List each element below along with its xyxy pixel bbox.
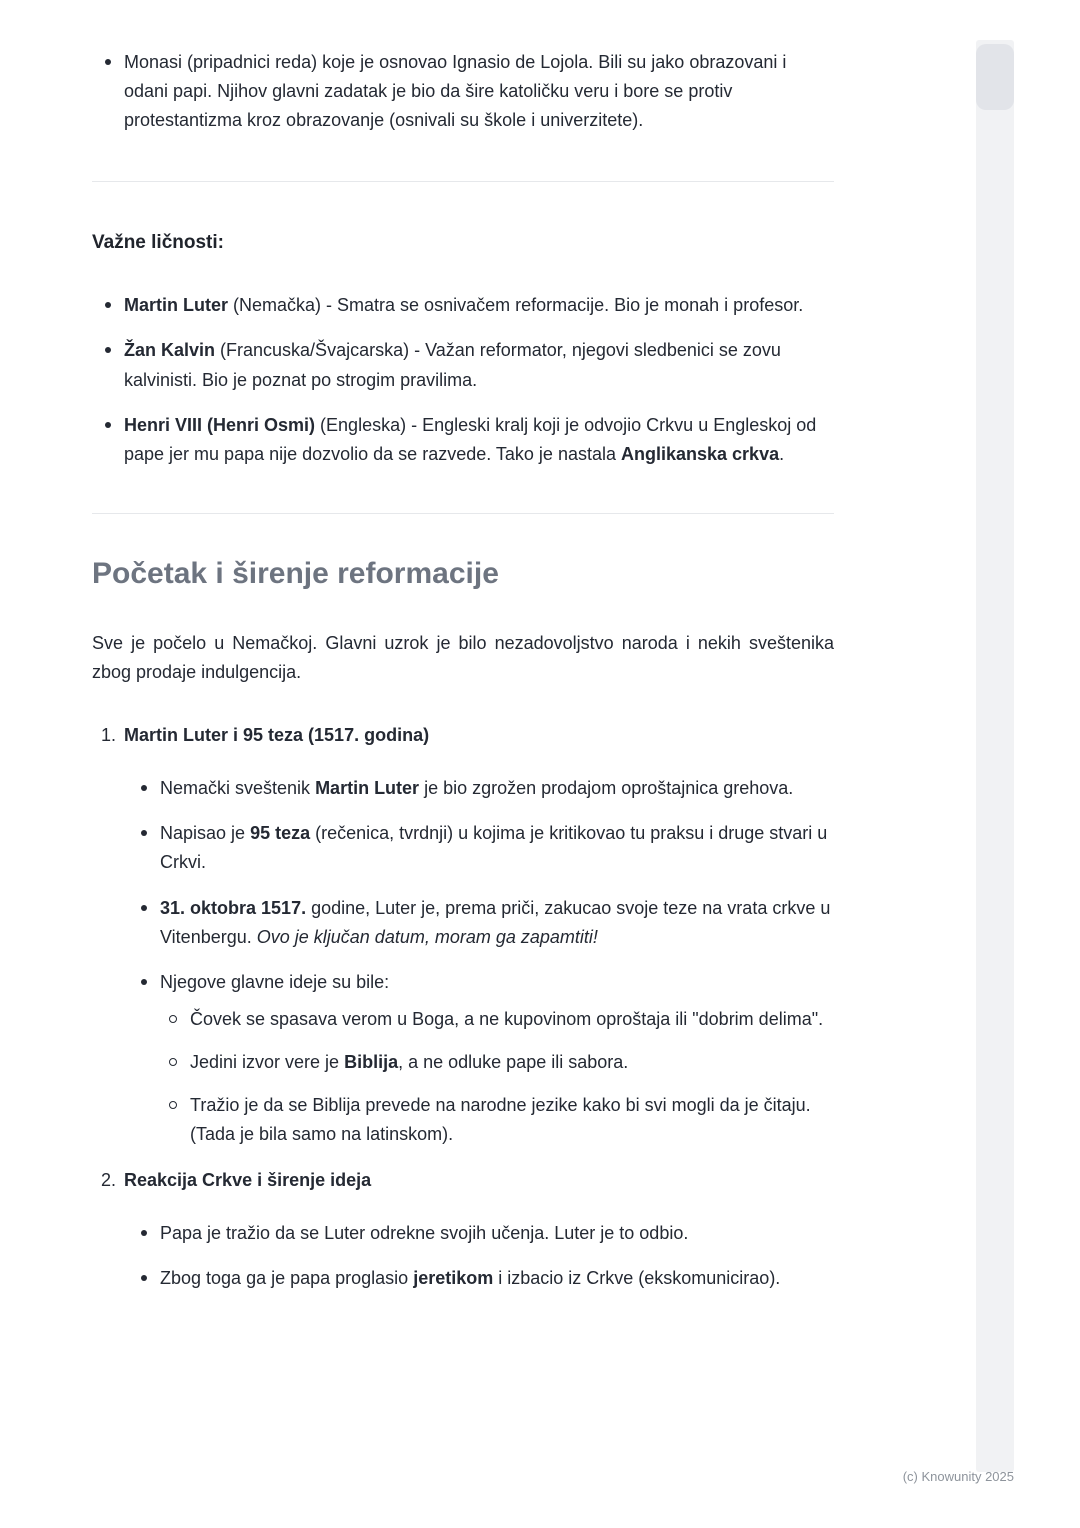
numbered-title: Martin Luter i 95 teza (1517. godina) [124, 724, 430, 745]
bullet-text: Žan Kalvin (Francuska/Švajcarska) - Važan reformator, njegovi sledbenici se zovu kalvinisti. Bio je poznat po strogim pravilima. [124, 340, 781, 390]
list-item [124, 48, 834, 135]
list-item [124, 336, 834, 394]
list-item [124, 291, 834, 320]
bullet-text: Martin Luter (Nemačka) - Smatra se osnivačem reformacije. Bio je monah i profesor. [124, 295, 804, 316]
numbered-title: Reakcija Crkve i širenje ideja [124, 1169, 372, 1190]
luther-ideas-sublist [160, 1005, 834, 1150]
important-figures-heading: Važne ličnosti: [92, 232, 224, 254]
copyright-text: (c) Knowunity 2025 [902, 1469, 1014, 1484]
bullet-text: Monasi (pripadnici reda) koje je osnovao Ignasio de Lojola. Bili su jako obrazovani i odani papi. Njihov glavni zadatak je bio da šire katoličku veru i bore se protiv protestantizma kroz obrazovanje (osnivali su škole i univerzitete). [124, 52, 787, 131]
church-reaction-bullet-list [92, 1219, 834, 1293]
numbered-item-2 [92, 1166, 834, 1293]
important-figures-list [92, 291, 834, 469]
numbered-title-row [92, 721, 834, 750]
list-item [190, 1091, 834, 1149]
bullet-text: Čovek se spasava verom u Boga, a ne kupovinom oproštaja ili "dobrim delima". [190, 1009, 824, 1030]
bullet-text: Henri VIII (Henri Osmi) (Engleska) - Engleski kralj koji je odvojio Crkvu u Engleskoj od pape jer mu papa nije dozvolio da se razvede. Tako je nastala Anglikanska crkva. [124, 414, 817, 464]
list-item [190, 1005, 834, 1034]
jesuits-bullet-list [92, 48, 834, 135]
list-number: 1. [101, 724, 117, 745]
bullet-text: Tražio je da se Biblija prevede na narodne jezike kako bi svi mogli da je čitaju. (Tada je bila samo na latinskom). [190, 1095, 811, 1145]
bullet-text: Zbog toga ga je papa proglasio jeretikom i izbacio iz Crkve (ekskomunicirao). [160, 1267, 781, 1288]
section-divider [92, 181, 834, 182]
bullet-text: Napisao je 95 teza (rečenica, tvrdnji) u kojima je kritikovao tu praksu i druge stvari u Crkvi. [160, 823, 828, 873]
bullet-text: Papa je tražio da se Luter odrekne svojih učenja. Luter je to odbio. [160, 1222, 689, 1243]
scrollbar-thumb[interactable] [976, 44, 1014, 110]
list-item [160, 894, 834, 952]
list-number: 2. [101, 1169, 117, 1190]
list-item [160, 1264, 834, 1293]
scrollbar-track[interactable] [976, 40, 1014, 1472]
list-item [124, 411, 834, 469]
bullet-text: 31. oktobra 1517. godine, Luter je, prema priči, zakucao svoje teze na vrata crkve u Vitenbergu. Ovo je ključan datum, moram ga zapamtiti! [160, 897, 831, 947]
luther-theses-bullet-list [92, 774, 834, 1150]
list-item [160, 1219, 834, 1248]
numbered-item-1 [92, 721, 834, 1150]
list-item [160, 819, 834, 877]
reformation-intro-paragraph: Sve je počelo u Nemačkoj. Glavni uzrok je bilo nezadovoljstvo naroda i nekih sveštenika zbog prodaje indulgencija. [92, 632, 834, 682]
section-heading-reformation: Početak i širenje reformacije [92, 557, 499, 591]
section-divider [92, 513, 834, 514]
list-item [190, 1048, 834, 1077]
bullet-text: Jedini izvor vere je Biblija, a ne odluke pape ili sabora. [190, 1052, 629, 1073]
list-item [160, 968, 834, 1150]
bullet-text: Nemački sveštenik Martin Luter je bio zgrožen prodajom oproštajnica grehova. [160, 778, 794, 799]
numbered-title-row [92, 1166, 834, 1195]
note-content [92, 48, 834, 1309]
bullet-text: Njegove glavne ideje su bile: [160, 971, 390, 992]
list-item [160, 774, 834, 803]
